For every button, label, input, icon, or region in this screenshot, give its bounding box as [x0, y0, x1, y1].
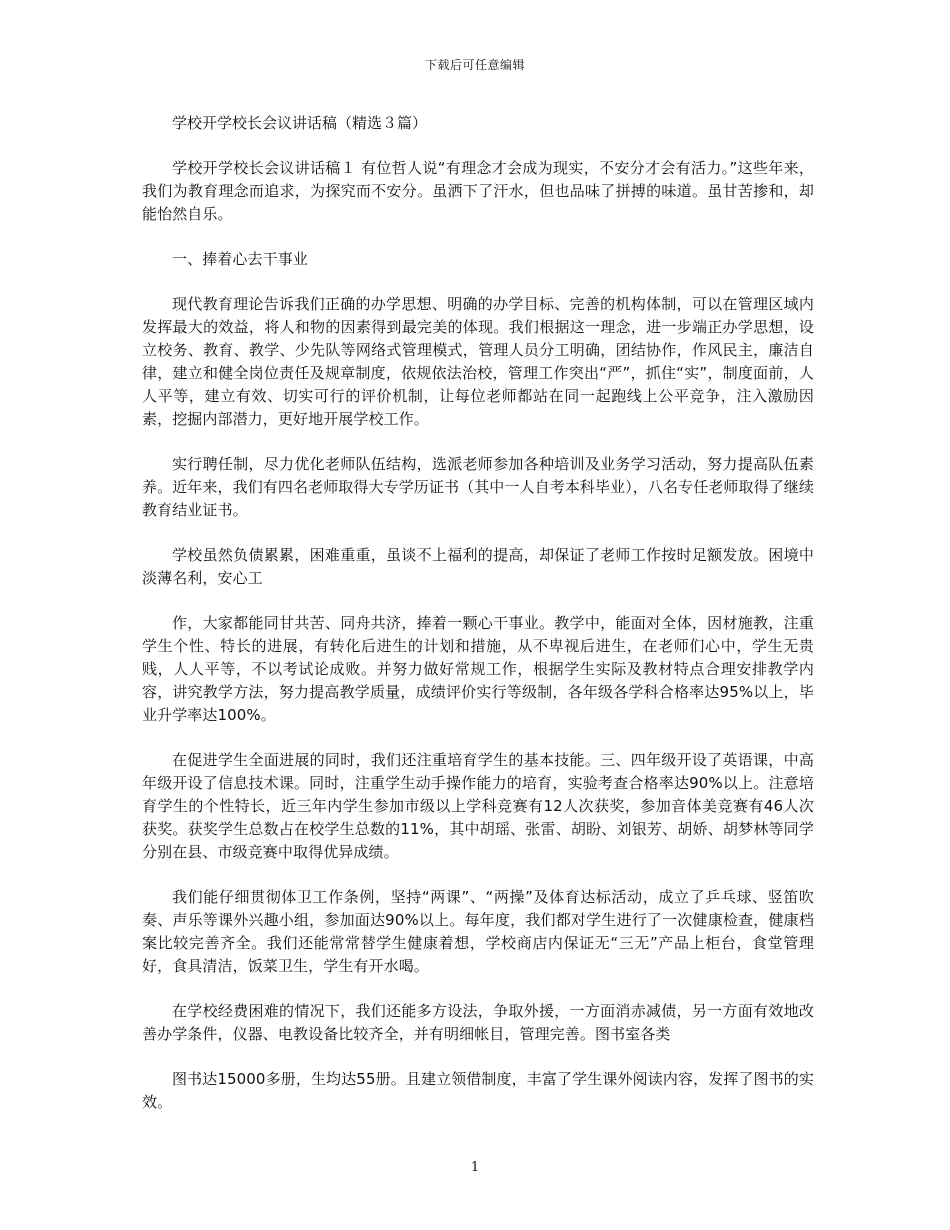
paragraph-library: 图书达15000多册，生均达55册。且建立领借制度，丰富了学生课外阅读内容，发挥了图书的实效。: [142, 1070, 814, 1111]
paragraph-finance: 学校虽然负债累累，困难重重，虽谈不上福利的提高，却保证了老师工作按时足额发放。困境中淡薄名利，安心工: [142, 546, 814, 587]
paragraph-funding: 在学校经费困难的情况下，我们还能多方设法，争取外援，一方面消赤减债，另一方面有效地改善办学条件，仪器、电教设备比较齐全，并有明细帐目，管理完善。图书室各类: [142, 1002, 814, 1043]
page-number: 1: [470, 1160, 480, 1175]
document-title: 学校开学校长会议讲话稿（精选３篇）: [172, 114, 428, 132]
page-header: 下载后可任意编辑: [424, 58, 525, 72]
paragraph-management: 现代教育理论告诉我们正确的办学思想、明确的办学目标、完善的机构体制，可以在管理区域内发挥最大的效益，将人和物的因素得到最完美的体现。我们根据这一理念，进一步端正办学思想，设立校务、教育、教学、少先队等网络式管理模式，管理人员分工明确，团结协作，作风民主，廉洁自律，建立和健全岗位责任及规章制度，依规依法治校，管理工作突出“严”，抓住“实”，制度面前，人人平等，建立有效、切实可行的评价机制，让每位老师都站在同一起跑线上公平竞争，注入激励因素，挖掘内部潜力，更好地开展学校工作。: [142, 295, 814, 428]
paragraph-teaching: 作，大家都能同甘共苦、同舟共济，捧着一颗心干事业。教学中，能面对全体，因材施教，注重学生个性、特长的进展，有转化后进生的计划和措施，从不卑视后进生，在老师们心中，学生无贵贱，人人平等，不以考试论成败。并努力做好常规工作，根据学生实际及教材特点合理安排教学内容，讲究教学方法，努力提高教学质量，成绩评价实行等级制，各年级各学科合格率达95%以上，毕业升学率达100%。: [142, 614, 814, 724]
paragraph-staffing: 实行聘任制，尽力优化老师队伍结构，选派老师参加各种培训及业务学习活动，努力提高队伍素养。近年来，我们有四名老师取得大专学历证书（其中一人自考本科毕业），八名专任老师取得了继续教育结业证书。: [142, 455, 815, 519]
paragraph-skills: 在促进学生全面进展的同时，我们还注重培育学生的基本技能。三、四年级开设了英语课，中高年级开设了信息技术课。同时，注重学生动手操作能力的培育，实验考查合格率达90%以上。注意培育学生的个性特长，近三年内学生参加市级以上学科竞赛有12人次获奖，参加音体美竞赛有46人次获奖。获奖学生总数占在校学生总数的11%，其中胡瑶、张雷、胡盼、刘银芳、胡娇、胡梦林等同学分别在县、市级竞赛中取得优异成绩。: [142, 751, 814, 861]
paragraph-health: 我们能仔细贯彻体卫工作条例，坚持“两课”、“两操”及体育达标活动，成立了乒乓球、竖笛吹奏、声乐等课外兴趣小组，参加面达90%以上。每年度，我们都对学生进行了一次健康检查，健康档案比较完善齐全。我们还能常常替学生健康着想，学校商店内保证无“三无”产品上柜台，食堂管理好，食具清洁，饭菜卫生，学生有开水喝。: [142, 888, 814, 975]
document-body: [142, 112, 814, 1136]
section-heading: 一、捧着心去干事业: [172, 250, 308, 268]
paragraph-intro: 学校开学校长会议讲话稿１ 有位哲人说“有理念才会成为现实，不安分才会有活力。”这些年来，我们为教育理念而追求，为探究而不安分。虽洒下了汗水，但也品味了拼搏的味道。虽甘苦掺和，却能怡然自乐。: [142, 159, 814, 223]
